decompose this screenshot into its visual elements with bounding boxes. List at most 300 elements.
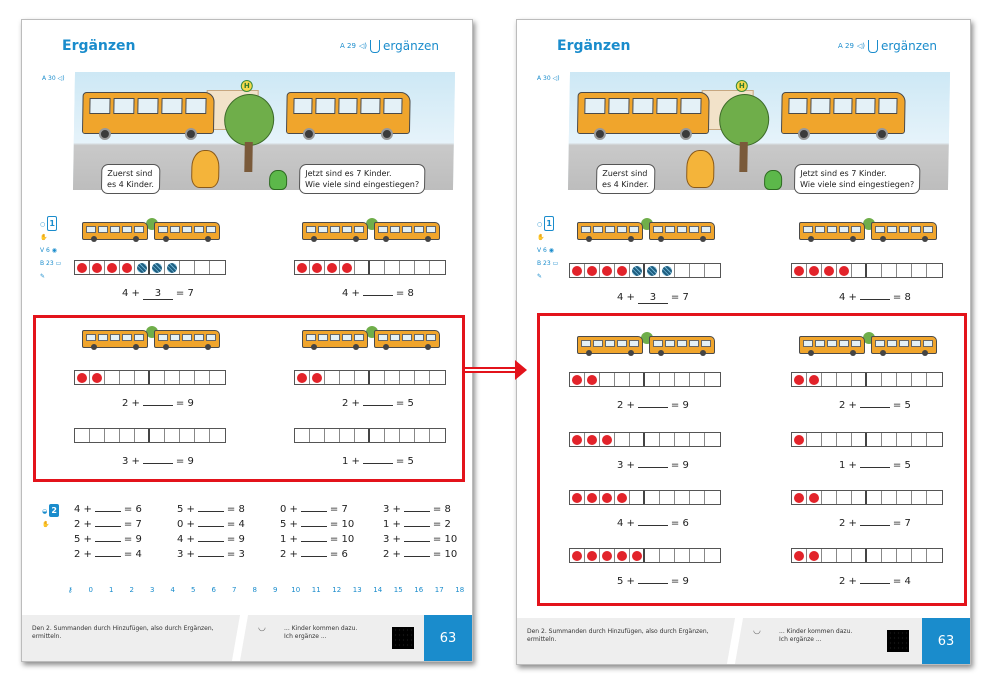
tree-trunk <box>244 142 253 172</box>
ten-frame-cell <box>675 264 690 277</box>
bus-window <box>338 98 358 114</box>
bus-window <box>899 226 909 233</box>
scene-ref <box>42 72 65 85</box>
task2-equation <box>383 519 473 530</box>
answer-blank <box>198 511 224 512</box>
answer-blank <box>95 511 121 512</box>
bus-window <box>182 226 192 233</box>
mini-bus <box>577 222 643 240</box>
task2-icons: ◒ 2 ✋ <box>42 504 59 531</box>
ten-frame-cell <box>210 261 225 274</box>
bus-wheel <box>311 236 317 242</box>
equation-left: 3 + <box>383 534 401 545</box>
bus-window <box>608 98 629 114</box>
b-ref: B 23 <box>537 260 551 267</box>
bus-wheel <box>658 236 664 242</box>
task2-equation <box>74 504 177 515</box>
task2-equation <box>177 534 280 545</box>
answer-blank: 3 <box>638 292 668 304</box>
answer-blank <box>301 541 327 542</box>
number-line-tick: 13 <box>352 586 362 594</box>
equation-right: = 9 <box>670 400 689 411</box>
bus-window <box>170 226 180 233</box>
scene-ref-code: A 30 <box>42 75 56 82</box>
ten-frame-cell <box>852 264 867 277</box>
bus-window <box>89 98 110 114</box>
equation-right: = 8 <box>226 504 245 515</box>
bus <box>286 92 411 134</box>
bus-window <box>839 226 849 233</box>
equation-right: = 9 <box>175 398 194 409</box>
bus-window <box>827 226 837 233</box>
bus-wheel <box>425 236 431 242</box>
footer-right-line: Ich ergänze ... <box>779 636 822 643</box>
red-counter <box>297 263 307 273</box>
red-counter <box>794 266 804 276</box>
bus-window <box>383 98 403 114</box>
task2-equation <box>74 549 177 560</box>
red-counter <box>809 266 819 276</box>
number-line-tick: 18 <box>455 586 465 594</box>
ten-frame-cell <box>630 264 645 277</box>
mini-bus <box>154 222 220 240</box>
ten-frame-cell <box>570 264 585 277</box>
equation-right: = 9 <box>670 460 689 471</box>
task1-icons: ○ 1 ✋ V 6 ◉ B 23 ▭ ✎ <box>537 216 558 283</box>
bus-window <box>887 226 897 233</box>
equation-left: 3 + <box>177 549 195 560</box>
answer-blank <box>95 556 121 557</box>
equation-left: 2 + <box>280 549 298 560</box>
number-line-tick: 16 <box>414 586 424 594</box>
equation-left: 2 + <box>383 549 401 560</box>
equation-left: 5 + <box>177 504 195 515</box>
red-counter <box>312 263 322 273</box>
audio-icon: ◁) <box>358 42 368 50</box>
bus-stop-illustration <box>73 72 455 190</box>
red-counter <box>572 266 582 276</box>
answer-blank <box>301 556 327 557</box>
qr-code <box>392 627 414 649</box>
number-line-tick: 11 <box>311 586 321 594</box>
bus-window <box>316 98 336 114</box>
red-counter <box>587 266 597 276</box>
number-line-tick: 4 <box>170 586 175 594</box>
equation-right: = 10 <box>329 519 355 530</box>
red-counter <box>342 263 352 273</box>
speech-line: es 4 Kinder. <box>106 180 155 189</box>
bus-window <box>875 226 885 233</box>
audio-icon: ◁) <box>856 42 866 50</box>
bus-wheel <box>808 236 814 242</box>
equation-right: = 5 <box>892 400 911 411</box>
task2-equation <box>280 534 383 545</box>
header-ref-code: A 29 <box>837 42 854 50</box>
bus-window <box>426 226 436 233</box>
header-link-word: ergänzen <box>383 39 439 53</box>
equation-left: 4 + <box>617 518 635 529</box>
highlight-box-revised <box>537 313 967 606</box>
answer-blank <box>363 295 393 296</box>
bus-window <box>689 226 699 233</box>
bus-window <box>617 226 627 233</box>
bus-window <box>137 98 158 114</box>
task2-equation <box>177 519 280 530</box>
bus-window <box>318 226 328 233</box>
bus-window <box>923 226 933 233</box>
answer-blank <box>860 299 890 300</box>
number-line-tick: 15 <box>393 586 403 594</box>
task2-equation <box>280 504 383 515</box>
v-ref: V 6 <box>40 247 50 254</box>
equation-right: = 6 <box>123 504 142 515</box>
speech-line: Zuerst sind <box>107 169 153 178</box>
ten-frame-cell <box>867 264 882 277</box>
ten-frame-cell <box>90 261 105 274</box>
ten-frame-cell <box>370 261 385 274</box>
mini-bus <box>871 222 937 240</box>
ten-frame-cell <box>150 261 165 274</box>
equation-left: 4 + <box>122 288 140 299</box>
b-ref: B 23 <box>40 260 54 267</box>
page-title: Ergänzen <box>557 38 631 54</box>
ten-frame-cell <box>135 261 150 274</box>
bus-window <box>113 98 134 114</box>
task1-number: 1 <box>47 216 57 231</box>
pencil-icon: ✎ <box>537 273 543 280</box>
v-ref: V 6 <box>537 247 547 254</box>
bus-window <box>701 226 711 233</box>
mini-bus <box>374 222 440 240</box>
ten-frame-cell <box>75 261 90 274</box>
footer-right-line: ... Kinder kommen dazu. <box>779 628 853 635</box>
mini-bus <box>799 222 865 240</box>
bus-window <box>293 98 313 114</box>
bus-window <box>803 226 813 233</box>
number-line-tick: 1 <box>109 586 114 594</box>
answer-blank <box>301 511 327 512</box>
equation-right: = 6 <box>670 518 689 529</box>
bus-window <box>342 226 352 233</box>
red-counter <box>839 266 849 276</box>
equation-right: = 4 <box>226 519 245 530</box>
ten-frame-cell <box>430 261 445 274</box>
red-counter <box>92 263 102 273</box>
equation-left: 1 + <box>280 534 298 545</box>
equation-left: 5 + <box>617 576 635 587</box>
answer-blank <box>95 526 121 527</box>
blue-counter <box>137 263 147 273</box>
bus-window <box>206 226 216 233</box>
bus-window <box>815 226 825 233</box>
page-title: Ergänzen <box>62 38 136 54</box>
page-number: 63 <box>922 618 970 664</box>
bus-window <box>185 98 206 114</box>
bus-window <box>653 226 663 233</box>
task2-equation <box>280 519 383 530</box>
bus-window <box>360 98 380 114</box>
red-counter <box>122 263 132 273</box>
equation-right: = 7 <box>329 504 348 515</box>
ten-frame <box>74 260 226 275</box>
equation-right: = 5 <box>395 456 414 467</box>
mini-bus <box>649 222 715 240</box>
ten-frame-cell <box>400 261 415 274</box>
speech-bubble-left <box>101 164 160 194</box>
bus-wheel <box>586 236 592 242</box>
equation-right: = 10 <box>329 534 355 545</box>
equation-left: 2 + <box>839 400 857 411</box>
bus-window <box>680 98 701 114</box>
answer-blank: 3 <box>143 288 173 300</box>
bus-wheel <box>700 236 706 242</box>
task2-equation <box>383 549 473 560</box>
answer-blank <box>198 556 224 557</box>
bus-wheel <box>133 236 139 242</box>
ten-frame-cell <box>822 264 837 277</box>
bus-window <box>414 226 424 233</box>
bus-window <box>122 226 132 233</box>
page-number: 63 <box>424 615 472 661</box>
speech-line: Wie viele sind eingestiegen? <box>304 180 420 189</box>
ten-frame-cell <box>310 261 325 274</box>
bus-window <box>354 226 364 233</box>
cup-icon <box>868 40 878 53</box>
ten-frame-cell <box>585 264 600 277</box>
bus-window <box>632 98 653 114</box>
bus-window <box>584 98 605 114</box>
equation-right: = 10 <box>432 549 458 560</box>
equation-right: = 10 <box>432 534 458 545</box>
equation-left: 2 + <box>342 398 360 409</box>
page-footer <box>517 618 970 664</box>
bus-window <box>306 226 316 233</box>
equation-left: 2 + <box>617 400 635 411</box>
bus-wheel <box>205 236 211 242</box>
bus-window <box>605 226 615 233</box>
answer-blank <box>95 541 121 542</box>
equation-left: 2 + <box>122 398 140 409</box>
task2-equation <box>280 549 383 560</box>
ten-frame-cell <box>165 261 180 274</box>
bus-wheel <box>850 236 856 242</box>
speech-bubble-right <box>794 164 921 194</box>
ten-frame-cell <box>385 261 400 274</box>
equation-left: 2 + <box>74 549 92 560</box>
equation-right: = 7 <box>123 519 142 530</box>
bus-window <box>330 226 340 233</box>
speech-bubble-right <box>299 164 426 194</box>
ten-frame <box>569 263 721 278</box>
ten-frame-cell <box>807 264 822 277</box>
cup-icon: ◡ <box>258 623 266 633</box>
ten-frame-cell <box>325 261 340 274</box>
scene-ref-code: A 30 <box>537 75 551 82</box>
bus-stop-illustration <box>568 72 950 190</box>
bus <box>82 92 215 134</box>
footer-right-text <box>284 625 357 641</box>
bus-window <box>878 98 898 114</box>
bus-window <box>134 226 144 233</box>
hand-icon: ✋ <box>42 521 50 528</box>
answer-blank <box>301 526 327 527</box>
speech-line: es 4 Kinder. <box>601 180 650 189</box>
ten-frame-cell <box>600 264 615 277</box>
footer-left-text: Den 2. Summanden durch Hinzufügen, also durch Ergänzen, ermitteln. <box>32 625 214 640</box>
equation-left: 2 + <box>74 519 92 530</box>
bus-window <box>629 226 639 233</box>
bus-window <box>390 226 400 233</box>
bus-wheel <box>91 236 97 242</box>
task2-number: 2 <box>49 504 59 517</box>
equation-right: = 3 <box>226 549 245 560</box>
bus-window <box>581 226 591 233</box>
bus-stop-sign: H <box>736 80 748 92</box>
page-footer <box>22 615 472 661</box>
ten-frame-cell <box>882 264 897 277</box>
yellow-monster <box>686 150 715 188</box>
ten-frame-cell <box>340 261 355 274</box>
cup-icon <box>370 40 380 53</box>
answer-blank <box>404 511 430 512</box>
equation-left: 4 + <box>74 504 92 515</box>
equation-right: = 8 <box>892 292 911 303</box>
pencil-icon: ✎ <box>40 273 46 280</box>
bus-window <box>911 226 921 233</box>
blue-counter <box>647 266 657 276</box>
ten-frame-cell <box>927 264 942 277</box>
number-line-tick: 9 <box>273 586 278 594</box>
number-line-tick: 12 <box>332 586 342 594</box>
ten-frame-cell <box>912 264 927 277</box>
speech-bubble-left <box>596 164 655 194</box>
red-counter <box>617 266 627 276</box>
task1-number: 1 <box>544 216 554 231</box>
bus-window <box>851 226 861 233</box>
bus-window <box>158 226 168 233</box>
equation-right: = 9 <box>175 456 194 467</box>
task2-equation <box>177 504 280 515</box>
bus-pair-illustration <box>799 218 939 244</box>
bus-wheel <box>628 236 634 242</box>
equation-right: = 9 <box>226 534 245 545</box>
number-line-tick: 17 <box>434 586 444 594</box>
equation-left: 1 + <box>342 456 360 467</box>
footer-divider <box>727 618 743 664</box>
ten-frame-cell <box>180 261 195 274</box>
equation-right: = 4 <box>123 549 142 560</box>
number-line-tick: 0 <box>88 586 93 594</box>
equation-right: = 7 <box>670 292 689 303</box>
bus-window <box>855 98 875 114</box>
equation-right: = 5 <box>892 460 911 471</box>
bus-window <box>110 226 120 233</box>
blue-counter <box>632 266 642 276</box>
bus-wheel <box>880 236 886 242</box>
footer-divider <box>232 615 248 661</box>
bus-window <box>677 226 687 233</box>
equation-right: = 8 <box>432 504 451 515</box>
task2-equation <box>74 519 177 530</box>
ten-frame <box>294 260 446 275</box>
ten-frame-cell <box>837 264 852 277</box>
equation <box>839 292 911 303</box>
green-monster <box>269 170 287 190</box>
equation-left: 2 + <box>839 576 857 587</box>
number-line <box>60 586 470 594</box>
ten-frame <box>791 263 943 278</box>
speech-line: Wie viele sind eingestiegen? <box>799 180 915 189</box>
equation-left: 3 + <box>617 460 635 471</box>
audio-icon: ◁) <box>552 75 560 82</box>
bus-pair-illustration <box>302 218 442 244</box>
bus-window <box>194 226 204 233</box>
audio-icon: ◁) <box>57 75 65 82</box>
header-ref <box>838 39 937 53</box>
highlight-box-original <box>33 315 465 482</box>
equation-left: 5 + <box>280 519 298 530</box>
number-line-tick: 2 <box>129 586 134 594</box>
bus-wheel <box>163 236 169 242</box>
answer-blank <box>404 556 430 557</box>
scene-ref <box>537 72 560 85</box>
ten-frame-cell <box>415 261 430 274</box>
bus-pair-illustration <box>82 218 222 244</box>
ten-frame-cell <box>615 264 630 277</box>
qr-code <box>887 630 909 652</box>
task2-grid <box>74 504 473 560</box>
bus-window <box>811 98 831 114</box>
equation-left: 5 + <box>74 534 92 545</box>
equation-right: = 7 <box>175 288 194 299</box>
equation <box>342 288 414 299</box>
equation-left: 0 + <box>280 504 298 515</box>
yellow-monster <box>191 150 220 188</box>
cup-icon: ◡ <box>753 626 761 636</box>
equation-left: 3 + <box>383 504 401 515</box>
equation-right: = 6 <box>329 549 348 560</box>
footer-right-line: ... Kinder kommen dazu. <box>284 625 358 632</box>
bus-window <box>593 226 603 233</box>
equation-left: 4 + <box>617 292 635 303</box>
bus-window <box>665 226 675 233</box>
equation-right: = 9 <box>123 534 142 545</box>
equation-left: 0 + <box>177 519 195 530</box>
task2-equation <box>383 504 473 515</box>
bus-wheel <box>922 236 928 242</box>
tree-trunk <box>739 142 748 172</box>
arrow-shaft <box>465 367 517 373</box>
task2-equation <box>177 549 280 560</box>
bus-pair-illustration <box>577 218 717 244</box>
mini-bus <box>302 222 368 240</box>
equation <box>617 292 689 304</box>
red-counter <box>77 263 87 273</box>
equation-left: 1 + <box>383 519 401 530</box>
number-line-tick: 3 <box>150 586 155 594</box>
speech-line: Jetzt sind es 7 Kinder. <box>800 169 887 178</box>
ten-frame-cell <box>355 261 370 274</box>
header-ref-code: A 29 <box>339 42 356 50</box>
ten-frame-cell <box>897 264 912 277</box>
ten-frame-cell <box>690 264 705 277</box>
number-line-tick: 10 <box>291 586 301 594</box>
blue-counter <box>167 263 177 273</box>
bus-window <box>402 226 412 233</box>
ten-frame-cell <box>295 261 310 274</box>
equation <box>122 288 194 300</box>
bus-wheel <box>383 236 389 242</box>
